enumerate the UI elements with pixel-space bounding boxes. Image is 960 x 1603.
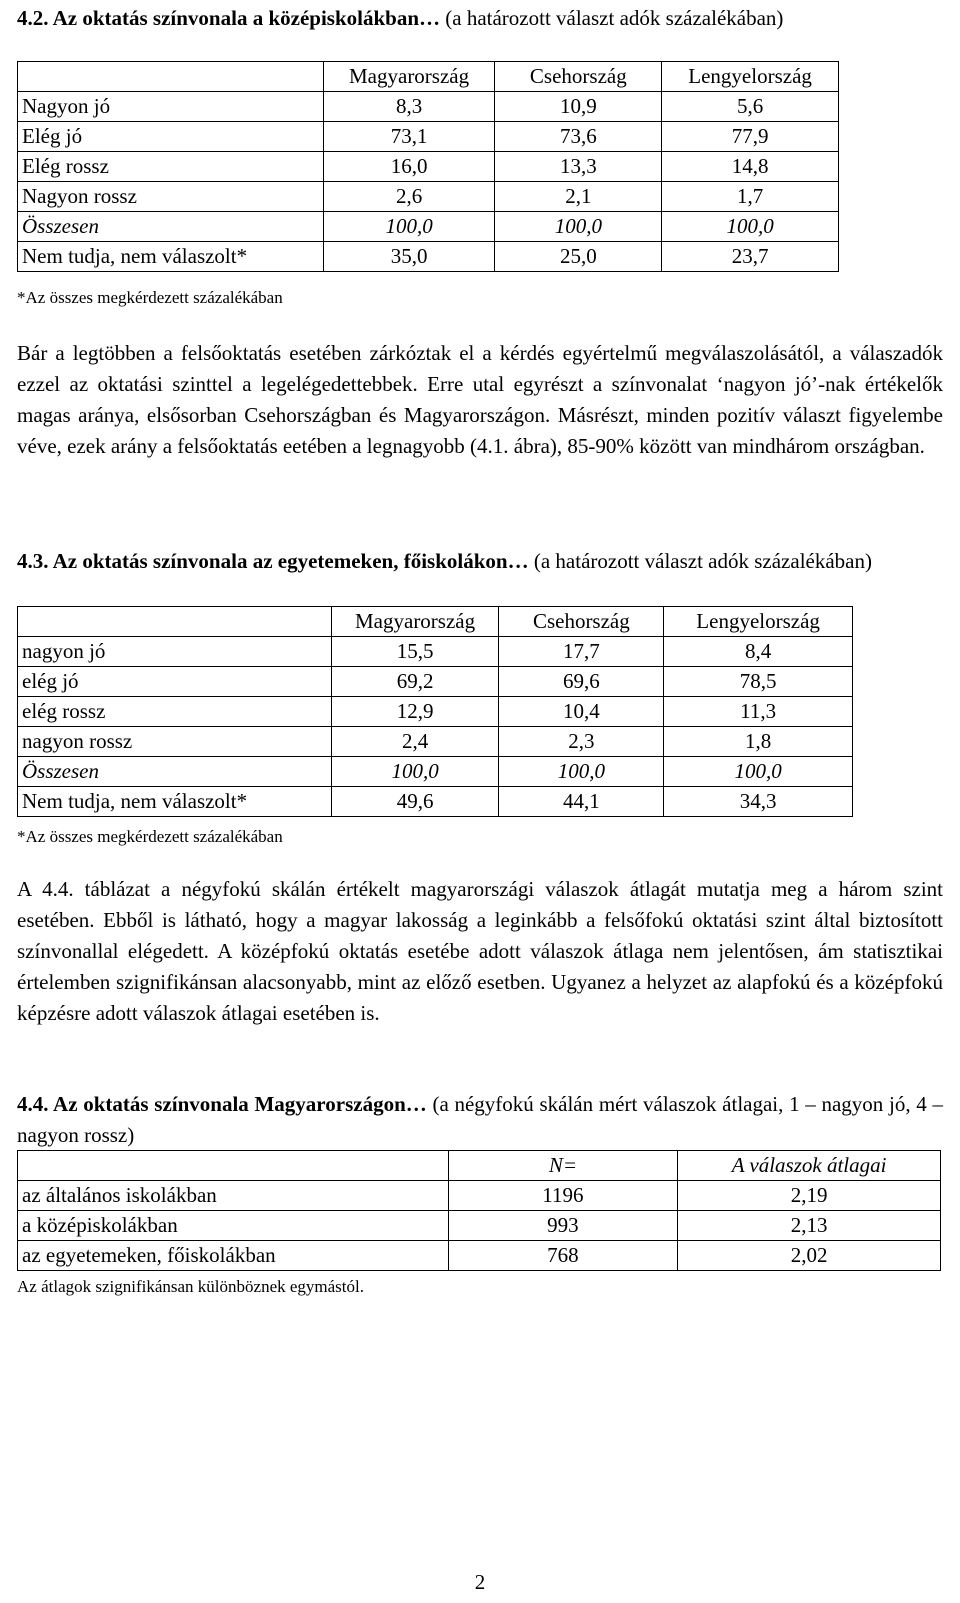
table-4-4-footnote: Az átlagok szignifikánsan különböznek egymástól. — [17, 1277, 364, 1296]
row-label-cell: Nagyon jó — [18, 92, 324, 122]
table-row — [18, 757, 853, 787]
row-label-cell: elég jó — [18, 667, 332, 697]
row-label-cell: az egyetemeken, főiskolákban — [18, 1241, 449, 1271]
value-cell: 69,6 — [499, 667, 664, 697]
value-cell: 8,4 — [664, 637, 853, 667]
value-cell: 25,0 — [495, 242, 662, 272]
value-cell: 35,0 — [323, 242, 495, 272]
value-cell: 100,0 — [662, 212, 839, 242]
section-title: Az oktatás színvonala a középiskolákban… — [52, 6, 440, 30]
value-cell: 100,0 — [664, 757, 853, 787]
row-label-cell: az általános iskolákban — [18, 1181, 449, 1211]
value-cell: 1196 — [448, 1181, 678, 1211]
value-cell: 77,9 — [662, 122, 839, 152]
table-header-row — [18, 62, 839, 92]
row-label-cell: Nem tudja, nem válaszolt* — [18, 242, 324, 272]
value-cell: 17,7 — [499, 637, 664, 667]
value-cell: 44,1 — [499, 787, 664, 817]
row-label-cell: elég rossz — [18, 697, 332, 727]
page-number: 2 — [474, 1570, 486, 1594]
section-subtitle: (a négyfokú skálán mért válaszok átlagai, 1 – nagyon jó, 4 – nagyon rossz) — [17, 1092, 943, 1147]
table-header-cell: Csehország — [499, 607, 664, 637]
table-header-cell: Lengyelország — [664, 607, 853, 637]
paragraph-2: A 4.4. táblázat a négyfokú skálán értékelt magyarországi válaszok átlagát mutatja meg a három szint esetében. Ebből is látható, hogy a magyar lakosság a leginkább a felsőfokú oktatási szint által biztosított színvonallal elégedett. A középfokú oktatás esetébe adott válaszok átlaga nem jelentősen, ám statisztikai értelemben szignifikánsan alacsonyabb, mint az előző esetben. Ugyanez a helyzet az alapfokú és a középfokú képzésre adott válaszok átlagai esetében is. — [17, 877, 943, 1025]
section-number: 4.4. — [17, 1092, 49, 1116]
row-label-cell: Elég jó — [18, 122, 324, 152]
value-cell: 2,19 — [678, 1181, 941, 1211]
section-heading-4-4 — [17, 1089, 943, 1151]
section-number: 4.3. — [17, 549, 49, 573]
table-row — [18, 122, 839, 152]
table-header-cell — [18, 1151, 449, 1181]
value-cell: 14,8 — [662, 152, 839, 182]
value-cell: 100,0 — [499, 757, 664, 787]
value-cell: 13,3 — [495, 152, 662, 182]
row-label-cell: Összesen — [18, 212, 324, 242]
value-cell: 100,0 — [323, 212, 495, 242]
value-cell: 2,02 — [678, 1241, 941, 1271]
table-header-cell: Magyarország — [331, 607, 499, 637]
value-cell: 12,9 — [331, 697, 499, 727]
table-row — [18, 1211, 941, 1241]
paragraph-1: Bár a legtöbben a felsőoktatás esetében zárkóztak el a kérdés egyértelmű megválaszolásától, a válaszadók ezzel az oktatási szinttel a legelégedettebbek. Erre utal egyrészt a színvonalat ‘nagyon jó’-nak értékelők magas aránya, elsősorban Csehországban és Magyarországon. Másrészt, minden pozitív választ figyelembe véve, ezek arány a felsőoktatás eetében a legnagyobb (4.1. ábra), 85-90% között van mindhárom országban. — [17, 341, 943, 458]
row-label-cell: nagyon rossz — [18, 727, 332, 757]
table-row — [18, 727, 853, 757]
value-cell: 1,8 — [664, 727, 853, 757]
value-cell: 2,3 — [499, 727, 664, 757]
table-header-cell: A válaszok átlagai — [678, 1151, 941, 1181]
table-row — [18, 152, 839, 182]
value-cell: 2,1 — [495, 182, 662, 212]
table-header-cell: Lengyelország — [662, 62, 839, 92]
value-cell: 2,6 — [323, 182, 495, 212]
row-label-cell: a középiskolákban — [18, 1211, 449, 1241]
row-label-cell: Összesen — [18, 757, 332, 787]
table-row — [18, 1181, 941, 1211]
section-number: 4.2. — [17, 6, 49, 30]
section-title: Az oktatás színvonala Magyarországon… — [53, 1092, 427, 1116]
value-cell: 10,9 — [495, 92, 662, 122]
value-cell: 8,3 — [323, 92, 495, 122]
row-label-cell: nagyon jó — [18, 637, 332, 667]
value-cell: 73,6 — [495, 122, 662, 152]
value-cell: 5,6 — [662, 92, 839, 122]
table-4-4 — [17, 1150, 941, 1271]
row-label-cell: Nem tudja, nem válaszolt* — [18, 787, 332, 817]
section-title: Az oktatás színvonala az egyetemeken, főiskolákon… — [52, 549, 529, 573]
table-header-row — [18, 1151, 941, 1181]
section-subtitle: (a határozott választ adók százalékában) — [533, 549, 872, 573]
table-header-cell: Magyarország — [323, 62, 495, 92]
row-label-cell: Nagyon rossz — [18, 182, 324, 212]
section-heading-4-3 — [17, 546, 943, 577]
value-cell: 10,4 — [499, 697, 664, 727]
table-4-3 — [17, 606, 853, 817]
value-cell: 16,0 — [323, 152, 495, 182]
value-cell: 23,7 — [662, 242, 839, 272]
value-cell: 100,0 — [331, 757, 499, 787]
value-cell: 2,4 — [331, 727, 499, 757]
value-cell: 100,0 — [495, 212, 662, 242]
table-row — [18, 242, 839, 272]
section-heading-4-2 — [17, 3, 943, 34]
table-row — [18, 1241, 941, 1271]
table-row — [18, 697, 853, 727]
table-header-cell — [18, 62, 324, 92]
table-header-cell: Csehország — [495, 62, 662, 92]
table-4-3-footnote: *Az összes megkérdezett százalékában — [17, 827, 283, 846]
section-subtitle: (a határozott választ adók százalékában) — [445, 6, 784, 30]
value-cell: 993 — [448, 1211, 678, 1241]
value-cell: 11,3 — [664, 697, 853, 727]
table-header-cell — [18, 607, 332, 637]
value-cell: 1,7 — [662, 182, 839, 212]
value-cell: 69,2 — [331, 667, 499, 697]
row-label-cell: Elég rossz — [18, 152, 324, 182]
value-cell: 34,3 — [664, 787, 853, 817]
value-cell: 49,6 — [331, 787, 499, 817]
table-row — [18, 212, 839, 242]
value-cell: 15,5 — [331, 637, 499, 667]
table-row — [18, 787, 853, 817]
table-header-row — [18, 607, 853, 637]
table-4-2 — [17, 61, 839, 272]
table-row — [18, 637, 853, 667]
table-row — [18, 92, 839, 122]
table-row — [18, 182, 839, 212]
table-row — [18, 667, 853, 697]
value-cell: 78,5 — [664, 667, 853, 697]
table-4-2-footnote: *Az összes megkérdezett százalékában — [17, 288, 283, 307]
value-cell: 73,1 — [323, 122, 495, 152]
value-cell: 768 — [448, 1241, 678, 1271]
table-header-cell: N= — [448, 1151, 678, 1181]
value-cell: 2,13 — [678, 1211, 941, 1241]
